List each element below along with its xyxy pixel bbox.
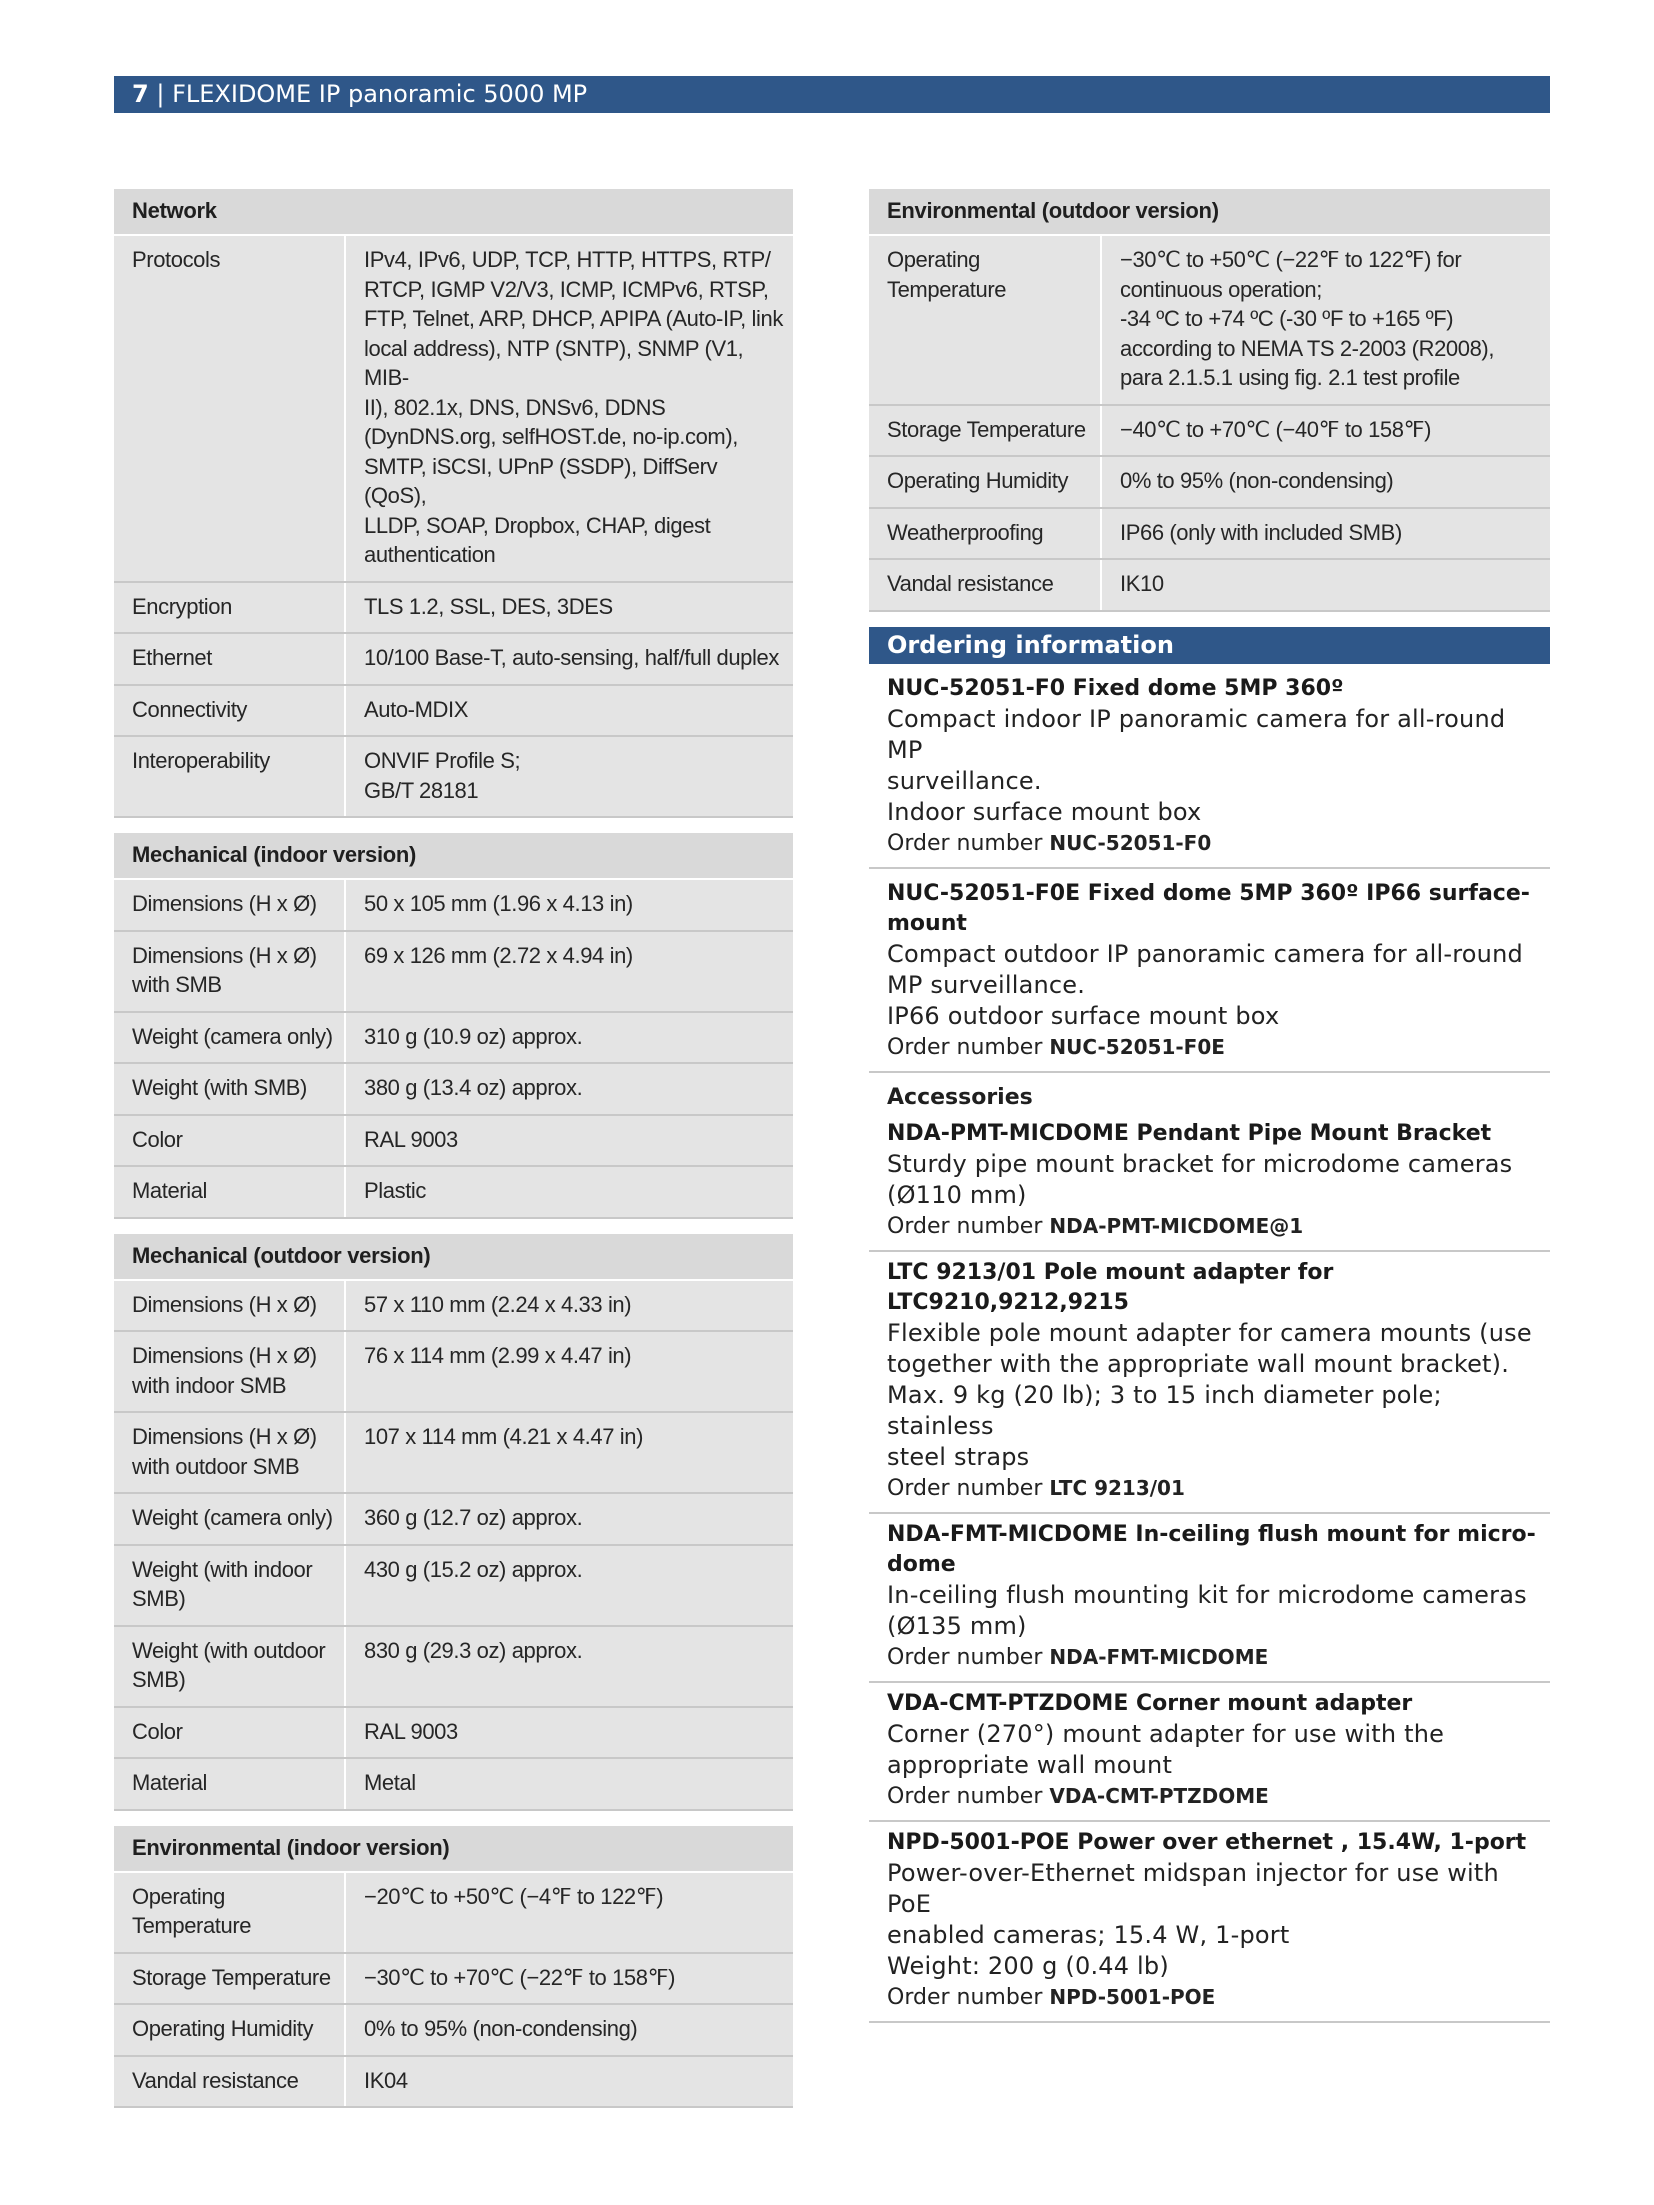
spec-value: 50 x 105 mm (1.96 x 4.13 in)	[345, 879, 793, 931]
section-heading: Network	[114, 189, 793, 235]
order-number-label: Order number	[887, 1984, 1043, 2010]
item-title: NDA-FMT-MICDOME In-ceiling flush mount for micro- dome	[887, 1521, 1536, 1577]
item-description: Flexible pole mount adapter for camera mounts (use together with the appropriate wall mount bracket). Max. 9 kg (20 lb); 3 to 15 inch diameter pole; stainless steel straps	[887, 1318, 1532, 1471]
accessory-item	[869, 1252, 1550, 1514]
spec-label: Operating Humidity	[869, 456, 1101, 508]
spec-row	[869, 559, 1550, 611]
order-number-label: Order number	[887, 1034, 1043, 1060]
order-number-label: Order number	[887, 1783, 1043, 1809]
spec-value: RAL 9003	[345, 1707, 793, 1759]
spec-label: Protocols	[114, 235, 345, 582]
spec-value: −30℃ to +70℃ (−22℉ to 158℉)	[345, 1953, 793, 2005]
accessory-item	[869, 1514, 1550, 1683]
spec-label: Weight (with outdoor SMB)	[114, 1626, 345, 1707]
spec-label: Weatherproofing	[869, 508, 1101, 560]
accessory-item	[869, 1822, 1550, 2023]
spec-row	[114, 1280, 793, 1332]
spec-value: Metal	[345, 1758, 793, 1810]
spec-label: Storage Temperature	[114, 1953, 345, 2005]
spec-label: Encryption	[114, 582, 345, 634]
network-table	[114, 189, 793, 818]
spec-label: Connectivity	[114, 685, 345, 737]
item-description: Sturdy pipe mount bracket for microdome cameras (Ø110 mm)	[887, 1149, 1513, 1209]
item-description: Corner (270°) mount adapter for use with the appropriate wall mount	[887, 1719, 1445, 1779]
spec-row	[114, 1012, 793, 1064]
spec-value: 0% to 95% (non-condensing)	[345, 2004, 793, 2056]
spec-label: Interoperability	[114, 736, 345, 817]
spec-value: 10/100 Base-T, auto-sensing, half/full duplex	[345, 633, 793, 685]
order-number-label: Order number	[887, 1213, 1043, 1239]
spec-value: 69 x 126 mm (2.72 x 4.94 in)	[345, 931, 793, 1012]
spec-row	[114, 1626, 793, 1707]
page-number: 7	[132, 80, 149, 108]
spec-row	[869, 456, 1550, 508]
spec-value: IPv4, IPv6, UDP, TCP, HTTP, HTTPS, RTP/ RTCP, IGMP V2/V3, ICMP, ICMPv6, RTSP, FTP, Telnet, ARP, DHCP, APIPA (Auto-IP, link local address), NTP (SNTP), SNMP (V1, MIB- II), 802.1x, DNS, DNSv6, DDNS (DynDNS.org, selfHOST.de, no-ip.com), SMTP, iSCSI, UPnP (SSDP), DiffServ (QoS), LLDP, SOAP, Dropbox, CHAP, digest authentication	[345, 235, 793, 582]
spec-value: Auto-MDIX	[345, 685, 793, 737]
item-description: Compact indoor IP panoramic camera for all-round MP surveillance. Indoor surface mount box	[887, 704, 1506, 826]
item-title: NPD-5001-POE Power over ethernet , 15.4W, 1-port	[887, 1829, 1527, 1855]
product-item	[869, 664, 1550, 869]
order-number-line	[887, 1211, 1546, 1242]
item-description: In-ceiling flush mounting kit for microdome cameras (Ø135 mm)	[887, 1580, 1527, 1640]
spec-value: Plastic	[345, 1166, 793, 1218]
spec-label: Dimensions (H x Ø)	[114, 879, 345, 931]
spec-row	[869, 235, 1550, 405]
order-number-value: NUC-52051-F0E	[1049, 1034, 1225, 1059]
order-number-line	[887, 828, 1546, 859]
environmental-indoor-version-table	[114, 1826, 793, 2109]
spec-value: 360 g (12.7 oz) approx.	[345, 1493, 793, 1545]
spec-row	[869, 405, 1550, 457]
spec-label: Operating Humidity	[114, 2004, 345, 2056]
order-number-value: NDA-PMT-MICDOME@1	[1049, 1213, 1304, 1238]
spec-label: Dimensions (H x Ø) with SMB	[114, 931, 345, 1012]
spec-value: RAL 9003	[345, 1115, 793, 1167]
spec-row	[114, 633, 793, 685]
spec-label: Weight (camera only)	[114, 1493, 345, 1545]
spec-row	[114, 2056, 793, 2108]
item-title: NDA-PMT-MICDOME Pendant Pipe Mount Bracket	[887, 1120, 1492, 1146]
spec-value: 0% to 95% (non-condensing)	[1101, 456, 1550, 508]
spec-value: −20℃ to +50℃ (−4℉ to 122℉)	[345, 1872, 793, 1953]
accessories-heading: Accessories	[887, 1084, 1033, 1110]
section-heading: Mechanical (indoor version)	[114, 833, 793, 879]
spec-row	[114, 1758, 793, 1810]
item-title: NUC-52051-F0E Fixed dome 5MP 360º IP66 surface- mount	[887, 880, 1530, 936]
spec-row	[114, 1412, 793, 1493]
order-number-label: Order number	[887, 830, 1043, 856]
mechanical-outdoor-version-table	[114, 1234, 793, 1811]
spec-label: Material	[114, 1758, 345, 1810]
order-number-value: LTC 9213/01	[1049, 1475, 1185, 1500]
spec-label: Weight (with indoor SMB)	[114, 1545, 345, 1626]
accessory-item	[869, 1683, 1550, 1822]
document-title: FLEXIDOME IP panoramic 5000 MP	[172, 80, 588, 108]
order-number-line	[887, 1642, 1546, 1673]
section-heading: Environmental (outdoor version)	[869, 189, 1550, 235]
spec-row	[114, 1707, 793, 1759]
spec-label: Operating Temperature	[869, 235, 1101, 405]
order-number-value: VDA-CMT-PTZDOME	[1049, 1783, 1269, 1808]
spec-row	[114, 1063, 793, 1115]
spec-label: Color	[114, 1707, 345, 1759]
spec-value: 76 x 114 mm (2.99 x 4.47 in)	[345, 1331, 793, 1412]
spec-label: Weight (camera only)	[114, 1012, 345, 1064]
spec-value: −30℃ to +50℃ (−22℉ to 122℉) for continuous operation; -34 ºC to +74 ºC (-30 ºF to +165 ºF) according to NEMA TS 2-2003 (R2008), para 2.1.5.1 using fig. 2.1 test profile	[1101, 235, 1550, 405]
spec-label: Dimensions (H x Ø) with indoor SMB	[114, 1331, 345, 1412]
spec-value: 107 x 114 mm (4.21 x 4.47 in)	[345, 1412, 793, 1493]
environmental-outdoor-version-table	[869, 189, 1550, 612]
spec-value: 380 g (13.4 oz) approx.	[345, 1063, 793, 1115]
order-number-value: NPD-5001-POE	[1049, 1984, 1216, 2009]
order-number-line	[887, 1781, 1546, 1812]
spec-label: Vandal resistance	[869, 559, 1101, 611]
order-number-line	[887, 1473, 1546, 1504]
item-title: LTC 9213/01 Pole mount adapter for LTC9210,9212,9215	[887, 1259, 1334, 1315]
product-item	[869, 869, 1550, 1073]
item-title: NUC-52051-F0 Fixed dome 5MP 360º	[887, 675, 1344, 701]
spec-row	[114, 1545, 793, 1626]
spec-row	[114, 736, 793, 817]
spec-value: 830 g (29.3 oz) approx.	[345, 1626, 793, 1707]
order-number-label: Order number	[887, 1475, 1043, 1501]
spec-label: Material	[114, 1166, 345, 1218]
left-column	[114, 189, 793, 2123]
spec-label: Ethernet	[114, 633, 345, 685]
spec-row	[114, 931, 793, 1012]
accessory-list	[869, 1113, 1550, 2023]
item-description: Compact outdoor IP panoramic camera for all-round MP surveillance. IP66 outdoor surface mount box	[887, 939, 1523, 1030]
spec-row	[114, 1166, 793, 1218]
spec-row	[114, 1872, 793, 1953]
spec-row	[114, 879, 793, 931]
spec-value: IK10	[1101, 559, 1550, 611]
spec-row	[869, 508, 1550, 560]
spec-label: Storage Temperature	[869, 405, 1101, 457]
spec-label: Operating Temperature	[114, 1872, 345, 1953]
spec-value: 430 g (15.2 oz) approx.	[345, 1545, 793, 1626]
spec-row	[114, 1331, 793, 1412]
section-heading: Environmental (indoor version)	[114, 1826, 793, 1872]
spec-value: IK04	[345, 2056, 793, 2108]
spec-row	[114, 685, 793, 737]
order-number-line	[887, 1982, 1546, 2013]
spec-label: Weight (with SMB)	[114, 1063, 345, 1115]
section-heading: Mechanical (outdoor version)	[114, 1234, 793, 1280]
spec-label: Vandal resistance	[114, 2056, 345, 2108]
spec-row	[114, 1115, 793, 1167]
header-separator: |	[156, 80, 165, 108]
item-description: Power-over-Ethernet midspan injector for use with PoE enabled cameras; 15.4 W, 1-port Weight: 200 g (0.44 lb)	[887, 1858, 1499, 1980]
spec-label: Dimensions (H x Ø) with outdoor SMB	[114, 1412, 345, 1493]
order-number-line	[887, 1032, 1546, 1063]
page-header	[114, 76, 1550, 113]
spec-row	[114, 2004, 793, 2056]
spec-label: Dimensions (H x Ø)	[114, 1280, 345, 1332]
item-title: VDA-CMT-PTZDOME Corner mount adapter	[887, 1690, 1413, 1716]
mechanical-indoor-version-table	[114, 833, 793, 1219]
spec-value: 310 g (10.9 oz) approx.	[345, 1012, 793, 1064]
order-number-value: NUC-52051-F0	[1049, 830, 1212, 855]
right-column	[869, 189, 1550, 2023]
order-number-label: Order number	[887, 1644, 1043, 1670]
accessory-item	[869, 1113, 1550, 1252]
spec-value: TLS 1.2, SSL, DES, 3DES	[345, 582, 793, 634]
product-list	[869, 664, 1550, 1073]
spec-label: Color	[114, 1115, 345, 1167]
spec-row	[114, 1493, 793, 1545]
spec-row	[114, 1953, 793, 2005]
spec-row	[114, 582, 793, 634]
spec-value: −40℃ to +70℃ (−40℉ to 158℉)	[1101, 405, 1550, 457]
spec-row	[114, 235, 793, 582]
order-number-value: NDA-FMT-MICDOME	[1049, 1644, 1269, 1669]
ordering-information-heading: Ordering information	[869, 627, 1550, 664]
spec-value: 57 x 110 mm (2.24 x 4.33 in)	[345, 1280, 793, 1332]
spec-value: IP66 (only with included SMB)	[1101, 508, 1550, 560]
spec-value: ONVIF Profile S; GB/T 28181	[345, 736, 793, 817]
